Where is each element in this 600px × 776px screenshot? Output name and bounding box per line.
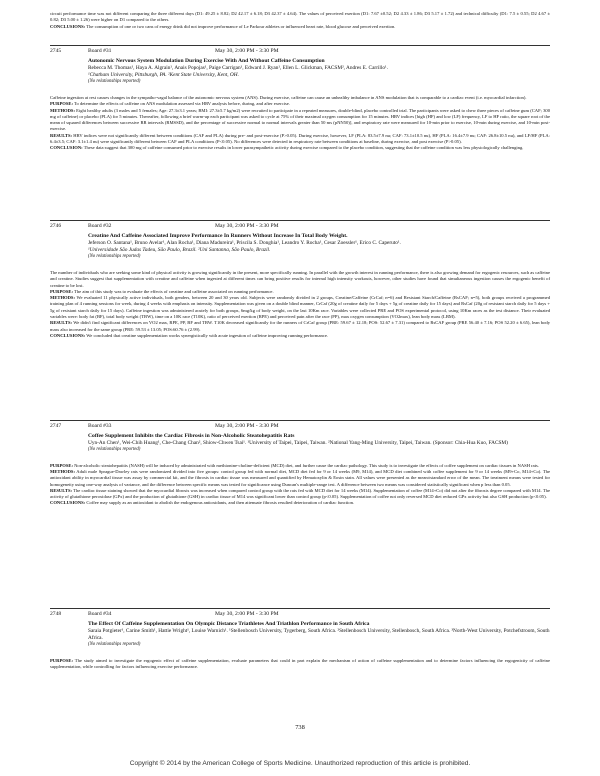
entry-meta bbox=[88, 432, 550, 454]
paragraph bbox=[50, 145, 550, 151]
board-label: Board #34 bbox=[88, 611, 112, 617]
session-time: May 30, 2:00 PM - 3:30 PM bbox=[215, 611, 279, 617]
lead-text: circuit performance time was not different comparing the three different days (D1: 49.25 ± 8.82; D2 42.17 ± 6.18; D3 42.37 ± 4.64). The values of perceived exertion (D1: 7.67 ±0.52; D2 4.33 ± 1.86; D3 5.17 ± 1.72) and technical difficulty (D1: 7.5 ± 0.55; D2 4.67 ± 0.82; D3 5.00 ± 1.26) were higher on D1 compared to the others. bbox=[50, 11, 550, 23]
affiliation: ¹Chatham University, Pittsburgh, PA. ²Kent State University, Kent, OH. bbox=[88, 72, 239, 79]
paragraph-text: Caffeine ingestion at rest causes changes in the sympatho-vagal balance of the autonomic nervous system (ANS). During exercise, caffeine can cause an unhealthy imbalance in ANS modulation that is comparable to a cardiac event (i.e. myocardial infarction). bbox=[50, 94, 527, 100]
abstract-title: Autonomic Nervous System Modulation During Exercise With And Without Caffeine Consumption bbox=[88, 58, 325, 64]
paragraph bbox=[50, 320, 550, 333]
entry-header bbox=[50, 423, 550, 432]
entry-header bbox=[50, 611, 550, 620]
board-label: Board #31 bbox=[88, 48, 112, 54]
divider bbox=[50, 420, 550, 421]
section-label: METHODS: bbox=[50, 295, 76, 301]
paragraph-text: We concluded that creatine supplementation works synergistically with acute ingestion of caffeine improving running performance. bbox=[85, 332, 329, 338]
section-label: PURPOSE: bbox=[50, 101, 73, 107]
entry-meta bbox=[88, 57, 550, 86]
section-label: RESULTS: bbox=[50, 132, 73, 138]
session-time: May 30, 2:00 PM - 3:30 PM bbox=[215, 48, 279, 54]
paragraph bbox=[50, 333, 550, 339]
paragraph-text: The cardiac tissue staining showed that the myocardial fibrosis was increased when compared control group with the rats fed with MCD diet for 14 weeks (M14). Supplementation of coffee (M14+Co) did not alter the fibrosis degree compared with M14. The activity of glutathione peroxidase (GPx) and the production of glutathione (GSH) in cardiac tissue of M14 was significant lower than control group (p<0.05). Supplementation of coffee not only reversed MCD diet reduced GPx activity but also GSH production (p<0.05). bbox=[50, 487, 550, 500]
abstract-entry bbox=[50, 48, 550, 152]
paragraph bbox=[50, 108, 550, 133]
section-label: CONCLUSIONS: bbox=[50, 500, 86, 506]
paragraph bbox=[50, 295, 550, 320]
abstract-body bbox=[50, 658, 550, 671]
entry-header bbox=[50, 223, 550, 232]
paragraph bbox=[50, 488, 550, 501]
section-label: METHODS: bbox=[50, 469, 76, 474]
section-label: CONCLUSIONS: bbox=[50, 332, 86, 338]
abstract-number: 2747 bbox=[50, 423, 62, 429]
section-label: RESULTS: bbox=[50, 320, 73, 326]
lead-conclusion-label: CONCLUSIONS: bbox=[50, 23, 86, 29]
author-list: Uyn-An Chen¹, Wei-Chih Huang¹, Che-Chang Chan², Shiow-Chwen Tsai¹. ¹University of Taipei, Taipei, Taiwan. ²National Yang-Ming University, Taipei, Taiwan. (Sponsor: Chia-Hua Kuo, FACSM) bbox=[88, 440, 508, 446]
entry-meta bbox=[88, 620, 550, 649]
paragraph bbox=[50, 133, 550, 146]
entry-header bbox=[50, 48, 550, 57]
abstract-title: The Effect Of Caffeine Supplementation On Olympic Distance Triathletes And Triathlon Performance in South Africa bbox=[88, 621, 370, 627]
paragraph-text: The number of individuals who are seeking some kind of physical activity is growing significantly in the present, more specifically running. In parallel with the growth interest in running performance, there is also growing demand for ergogenic resources, such as caffeine and creatine. Studies suggest that supplementation with creatine and caffeine when ingested at different times can bring positive results for internal high intensity workouts, however, other studies have found that simultaneous ingestion causes the ergogenic benefit of creatine to be lost. bbox=[50, 269, 550, 288]
relationships-note: (No relationships reported) bbox=[88, 447, 141, 453]
divider bbox=[50, 608, 550, 609]
section-label: PURPOSE: bbox=[50, 462, 73, 468]
session-time: May 30, 2:00 PM - 3:30 PM bbox=[215, 223, 279, 229]
entry-meta bbox=[88, 232, 550, 261]
author-list: Jeferson O. Santana¹, Bruno Avelar¹, Alan Rocha¹, Diana Madureira¹, Priscila S. Donghia¹, Leandro Y. Rocha¹, Cesar Zoessler¹, Erico C. Caperuto¹. bbox=[88, 240, 401, 246]
abstract-number: 2748 bbox=[50, 611, 62, 617]
paragraph-text: HRV indices were not significantly different between conditions (CAF and PLA) during pre- and post-exercise (P>0.05). During exercise, however, LF (PLA: 83.5±7.9 nu; CAF: 73.1±10.5 nu), HF (PLA: 16.4±7.9 nu; CAF: 26.8±10.5 nu), and LF/HF (PLA: 6.4±3.5; CAF: 3.1±1.4 nu) were significantly different between CAF and PLA conditions (P<0.05). No differences were detected in respiratory rate between conditions at baseline, during exercise, and post exercise (P>0.05). bbox=[50, 132, 550, 144]
section-label: CONCLUSION: bbox=[50, 145, 83, 151]
continued-abstract-text bbox=[50, 11, 550, 30]
abstract-number: 2745 bbox=[50, 48, 62, 54]
section-label: METHODS: bbox=[50, 107, 76, 113]
relationships-note: (No relationships reported) bbox=[88, 642, 141, 648]
session-time: May 30, 2:00 PM - 3:30 PM bbox=[215, 423, 279, 429]
relationships-note: (No relationships reported) bbox=[88, 254, 141, 260]
abstract-body bbox=[50, 463, 550, 507]
affiliation: ¹Universidade São Judas Tadeu, São Paulo, Brazil. ²Uni Santanna, São Paulo, Brazil. bbox=[88, 247, 271, 254]
paragraph bbox=[50, 270, 550, 289]
page-number: 738 bbox=[295, 724, 305, 731]
abstract-entry bbox=[50, 611, 550, 671]
abstract-body bbox=[50, 95, 550, 152]
abstract-entry bbox=[50, 223, 550, 339]
section-label: PURPOSE: bbox=[50, 657, 73, 663]
paragraph-text: Eight healthy adults (3 males and 5 females; Age: 27.3±3.1 years; BMI: 27.3±5.7 kg/m2) were recruited to participate in a repeated measures, double-blind, placebo controlled trial. The participants were asked to chew three pieces of caffeine gum (CAF; 300 mg of caffeine) or placebo (PLA) for 5 minutes. Thereafter, following a brief warm-up each participant was asked to cycle at 75% of their maximal oxygen consumption for 15 minutes. HRV indices [high (HF) and low (LF) frequency, LF to HF ratio, the square root of the mean of squared differences between successive RR intervals (RMSSD), and the percentage of successive normal to normal intervals greater than 50 ms (pNN50)], and respiratory rate were measured for 10-min prior to exercise, 10-min during exercise, and 10-min post-exercise. bbox=[50, 107, 550, 132]
lead-conclusion-text: The consumption of one or two cans of energy drink did not improve performance of Le Parkour athletes or influenced heart rate, blood glucose and perceived exertion. bbox=[85, 23, 396, 29]
divider bbox=[50, 45, 550, 46]
paragraph-text: Non-alcoholic steatohepatitis (NASH) will be induced by administrated with methionine-choline-deficient (MCD) diet, and further cause the cardiac pathology. This study is to investigate the effects of coffee supplement on cardiac tissues in NASH rats. bbox=[72, 462, 539, 468]
author-list: Rebecca M. Thomas¹, Haya A. Algrain¹, Anais Popojas¹, Paige Carrigan¹, Edward J. Ryan¹, Ellen L. Glickman, FACSM², Andres E. Carrillo¹. bbox=[88, 65, 388, 71]
board-label: Board #33 bbox=[88, 423, 112, 429]
author-list: Saraia Potgieter¹, Carine Smith¹, Hattie Wright¹, Louise Warnich¹. ¹Stellenbosch University, Tygerberg, South Africa. ²Stellenbosch University, Stellenbosch, South Africa. ³North-West University, Potchefstroom, South Africa. bbox=[88, 628, 550, 642]
divider bbox=[50, 220, 550, 221]
section-label: PURPOSE: bbox=[50, 288, 73, 294]
paragraph-text: Adult male Sprague-Dawley rats were randomized divided into five groups: control group fed with normal diet, MCD diet fed for 9 or 14 weeks (M9, M14), and MCD diet combined with coffee supplement for 9 or 14 weeks (M9+Co, M14+Co). The antioxidant ability in myocardial tissue was assay by commercial kit, and the fibrosis in cardiac tissue was measured and quantified by Hematoxylin & Eosin stain. All values were presented as the mean±standard error of the mean. The treatment means were tested for homogeneity using one-way analysis of variance, and the difference between specific means was tested for significance using Duncan's multiple-range test. A difference between two means was considered statistically significant when p less than 0.05. bbox=[50, 469, 550, 487]
abstract-entry bbox=[50, 423, 550, 507]
paragraph-text: We didn't find significant differences on VO2 max, RPE, PP, BF and TBW. T10K decreased significantly for the runners of CrCaf group (PRE: 59.67 ± 12.18; POS: 52.67 ± 7.31) compared to RsCAF group (PRE 56.40 ± 7.16; POS 52.20 ± 6.65), lean body mass also increased for the same group (PRE: 59.53 ± 13.05; POS:60.76 ± (2.99). bbox=[50, 320, 550, 332]
paragraph-text: We evaluated 11 physically active individuals, both genders, between 20 and 30 years old. Subjects were randomly divided in 2 groups, Creatine/Caffeine (CrCaf; n=6) and Resistant Starch/Caffeine (RsCAF; n=5), both groups received a programmed training plan of 4 running sessions for week, during 4 weeks with emphasis on intensity. Supplementation was given on a double blind manner, CrCaf (20g of creatine daily for 5 days + 5g of creatine daily for 15 days) and RsCaf (20g of resistant starch daily for 5 days + 5g of resistant starch daily for 15 days). Caffeine ingestion was administered acutely for both groups, 6mg/kg of body weight, on the last 10Km race. Variables were collected PRE and POS experimental protocol, using 10Km races as the test distance. Their evaluated variables were: body fat (BF), total body weight (TBW), time on a 10K race (T10K), ratio of perceived exertion (RPE) and perceived pain after the race (PP), max oxygen consumption (VO2max), lean body mass (LBM). bbox=[50, 295, 550, 319]
relationships-note: (No relationships reported) bbox=[88, 79, 141, 85]
paragraph bbox=[50, 469, 550, 488]
paragraph bbox=[50, 658, 550, 671]
paragraph-text: Coffee may supply as an antioxidant to abolish the endogenous antioxidants, and then attenuate fibrosis resulted deterioration of cardiac function. bbox=[85, 500, 355, 506]
copyright-notice: Copyright © 2014 by the American College of Sports Medicine. Unauthorized reproduction of this article is prohibited. bbox=[129, 760, 471, 767]
abstract-number: 2746 bbox=[50, 223, 62, 229]
board-label: Board #32 bbox=[88, 223, 112, 229]
paragraph-text: To determine the effects of caffeine on ANS modulation assessed via HRV analysis before, during, and after exercise. bbox=[72, 101, 290, 107]
abstract-title: Coffee Supplement Inhibits the Cardiac Fibrosis in Non-Alcoholic Steatohepatitis Rats bbox=[88, 433, 295, 439]
section-label: RESULTS: bbox=[50, 487, 73, 493]
continued-abstract bbox=[50, 11, 550, 30]
paragraph-text: These data suggest that 300 mg of caffeine consumed prior to exercise results in lower parasympathetic activity during exercise compared to the placebo condition, suggesting that the caffeine condition was less physiologically challenging. bbox=[82, 145, 524, 151]
paragraph bbox=[50, 500, 550, 506]
abstract-title: Creatine And Caffeine Associated Improve Performance In Runners Without Increase In Total Body Weight. bbox=[88, 233, 348, 239]
paragraph-text: The study aimed to investigate the ergogenic effect of caffeine supplementation, evaluate parameters that could in part explain the mechanism of action of caffeine supplementation and to determine factors influencing the ergogenicity of caffeine supplementation, while controlling for factors influencing exercise performance. bbox=[50, 657, 550, 670]
abstract-body bbox=[50, 270, 550, 339]
paragraph-text: The aim of this study was to evaluate the effects of creatine and caffeine associated on running performance. bbox=[72, 288, 274, 294]
